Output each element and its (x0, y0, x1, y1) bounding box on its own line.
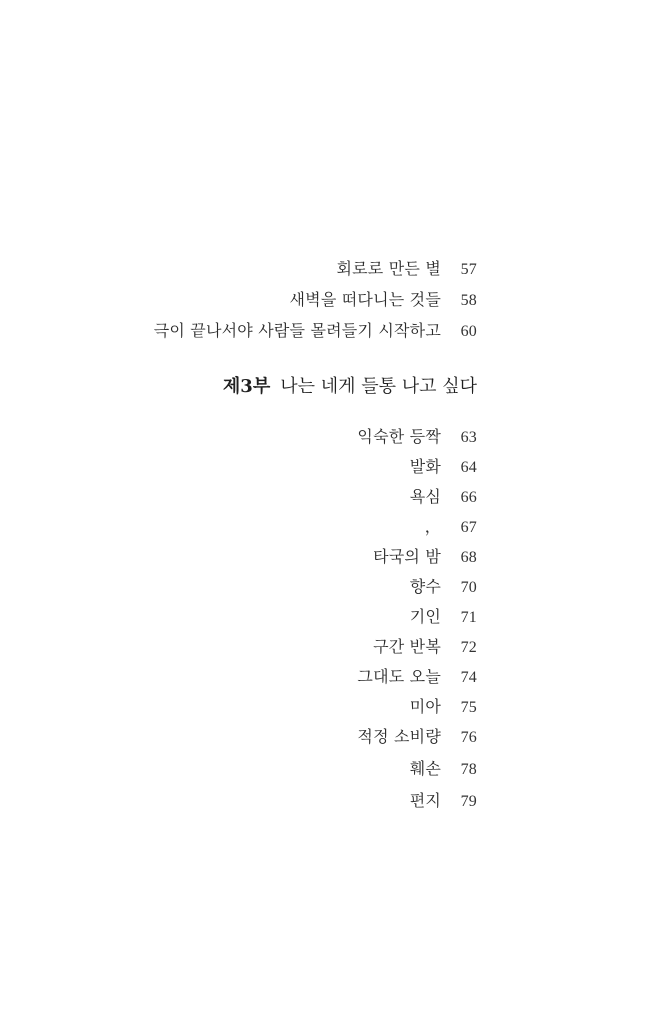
toc-entry (410, 484, 477, 507)
toc-entry-page: 68 (460, 549, 477, 566)
toc-entry-title: 편지 (409, 791, 441, 810)
toc-entry-page: 76 (460, 729, 477, 746)
toc-entry-page: 67 (460, 519, 477, 536)
part-title: 나는 네게 들통 나고 싶다 (280, 376, 477, 397)
toc-entry-title: 새벽을 떠다니는 것들 (289, 290, 441, 309)
toc-entry-title: 미아 (409, 697, 441, 716)
toc-entry-page: 72 (460, 639, 477, 656)
toc-entry (410, 454, 477, 477)
toc-entry-page: 57 (460, 261, 477, 278)
toc-entry-title: 구간 반복 (373, 637, 441, 656)
toc-entry-title: 발화 (409, 457, 441, 476)
toc-entry (410, 694, 477, 717)
part-number: 제3부 (222, 376, 271, 397)
toc-entry-page: 58 (460, 292, 477, 309)
toc-entry-title: ， (424, 517, 441, 536)
toc-entry (336, 256, 477, 279)
toc-entry (410, 604, 477, 627)
toc-entry-page: 74 (460, 669, 477, 686)
toc-entry-title: 욕심 (409, 487, 441, 506)
toc-entry-page: 60 (460, 323, 477, 340)
toc-entry-title: 그대도 오늘 (357, 667, 441, 686)
toc-entry-page: 75 (460, 699, 477, 716)
toc-entry-page: 71 (460, 609, 477, 626)
toc-entry (425, 514, 477, 537)
toc-entry (290, 287, 477, 310)
toc-entry-page: 79 (460, 793, 477, 810)
toc-entry (154, 318, 477, 341)
toc-entry (410, 788, 477, 811)
toc-entry-title: 적정 소비량 (357, 727, 441, 746)
toc-entry (373, 634, 477, 657)
toc-entry-title: 극이 끝나서야 사람들 몰려들기 시작하고 (153, 321, 441, 340)
toc-entry-title: 훼손 (409, 759, 441, 778)
toc-entry (357, 724, 477, 747)
toc-entry-title: 익숙한 등짝 (357, 427, 441, 446)
toc-entry (373, 544, 477, 567)
toc-entry-page: 78 (460, 761, 477, 778)
toc-entry (410, 756, 477, 779)
toc-entry-title: 향수 (409, 577, 441, 596)
part-heading (223, 372, 477, 398)
toc-entry (357, 424, 477, 447)
toc-entry-title: 기인 (409, 607, 441, 626)
toc-entry-page: 70 (460, 579, 477, 596)
toc-entry (357, 664, 477, 687)
toc-entry-page: 66 (460, 489, 477, 506)
toc-entry-page: 64 (460, 459, 477, 476)
toc-entry-title: 타국의 밤 (373, 547, 441, 566)
toc-entry-page: 63 (460, 429, 477, 446)
toc-entry-title: 회로로 만든 별 (336, 259, 441, 278)
toc-entry (410, 574, 477, 597)
